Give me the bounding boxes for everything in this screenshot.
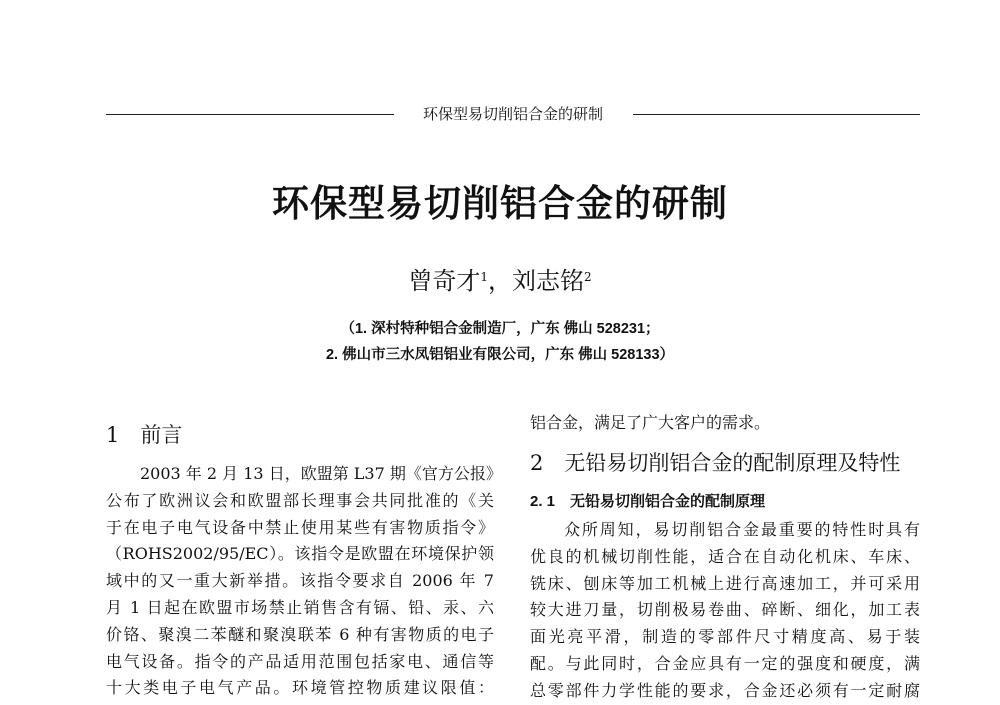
paragraph	[106, 461, 502, 702]
text-line: 铣床、刨床等加工机械上进行高速加工，并可采用	[530, 573, 920, 593]
author-line	[0, 264, 1000, 298]
running-head	[106, 103, 920, 125]
author-name: 曾奇才	[408, 267, 481, 295]
affiliation-line: 2. 佛山市三水凤铝铝业有限公司，广东 佛山 528133）	[325, 347, 675, 363]
text-line: 铝合金，满足了广大客户的需求。	[530, 413, 771, 432]
text-line: （ROHS2002/95/EC）。该指令是欧盟在环境保护领	[106, 544, 494, 564]
paper-title: 环保型易切削铝合金的研制	[272, 181, 728, 225]
affiliation-line: （1. 深村特种铝合金制造厂，广东 佛山 528231；	[340, 321, 660, 337]
text-line: 域中的又一重大新举措。该指令要求自 2006 年 7	[106, 571, 494, 591]
author-affiliation-mark: 1	[480, 270, 488, 284]
text-line: 公布了欧洲议会和欧盟部长理事会共同批准的《关	[106, 490, 494, 510]
section-heading: 1 前言	[106, 423, 183, 447]
text-line: 价铬、聚溴二苯醚和聚溴联苯 6 种有害物质的电子	[106, 624, 494, 644]
running-head-rule-right	[633, 114, 920, 115]
subsection-heading: 2. 1 无铅易切削铝合金的配制原理	[530, 493, 766, 510]
text-line: 十大类电子电气产品。环境管控物质建议限值：	[106, 678, 494, 698]
text-line: 2003 年 2 月 13 日，欧盟第 L37 期《官方公报》	[140, 464, 502, 483]
running-head-rule-left	[106, 114, 394, 115]
running-head-text: 环保型易切削铝合金的研制	[422, 105, 603, 123]
text-line: 于在电子电气设备中禁止使用某些有害物质指令》	[106, 517, 494, 537]
section-heading: 2 无铅易切削铝合金的配制原理及特性	[530, 451, 901, 475]
text-line: 众所周知，易切削铝合金最重要的特性时具有	[564, 520, 920, 539]
author-name: 刘志铭	[512, 267, 584, 295]
text-line: 面光亮平滑，制造的零部件尺寸精度高、易于装	[530, 627, 920, 647]
paragraph	[530, 517, 920, 705]
text-line: 较大进刀量，切削极易卷曲、碎断、细化，加工表	[530, 600, 920, 620]
text-line: 优良的机械切削性能，适合在自动化机床、车床、	[530, 546, 920, 566]
text-line: 电气设备。指令的产品适用范围包括家电、通信等	[106, 651, 494, 671]
carryover-paragraph	[530, 410, 920, 437]
text-line: 配。与此同时，合金应具有一定的强度和硬度，满	[530, 653, 920, 673]
author-affiliation-mark: 2	[584, 270, 592, 284]
author-separator: ，	[488, 267, 512, 295]
text-line: 月 1 日起在欧盟市场禁止销售含有镉、铅、汞、六	[106, 597, 494, 617]
text-line: 总零部件力学性能的要求，合金还必须有一定耐腐	[530, 680, 920, 700]
